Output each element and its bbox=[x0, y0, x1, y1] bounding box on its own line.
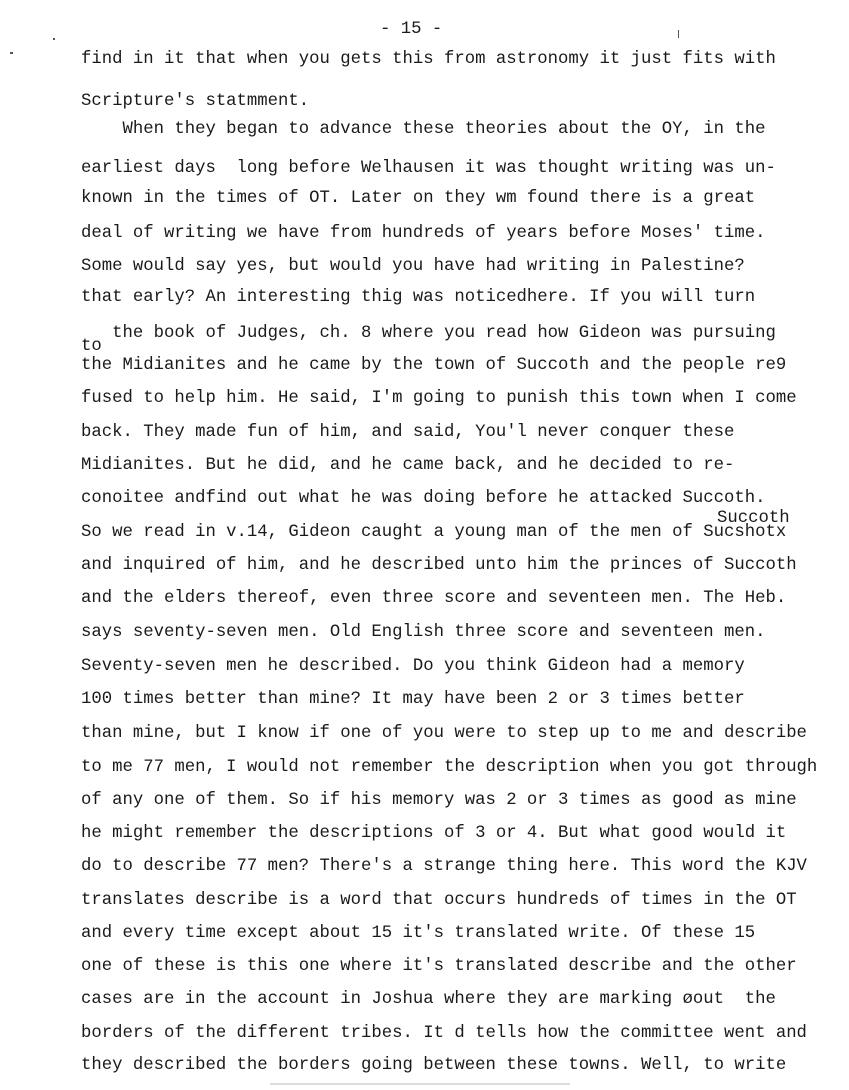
text-line: When they began to advance these theories about the OY, in the bbox=[81, 120, 766, 139]
text-line: do to describe 77 men? There's a strange thing here. This word the KJV bbox=[81, 857, 807, 876]
scan-smudge bbox=[270, 1083, 570, 1085]
text-line: one of these is this one where it's translated describe and the other bbox=[81, 957, 797, 976]
text-line: find in it that when you gets this from astronomy it just fits with bbox=[81, 50, 776, 69]
text-line: Seventy-seven men he described. Do you think Gideon had a memory bbox=[81, 657, 745, 676]
text-line: Some would say yes, but would you have had writing in Palestine? bbox=[81, 257, 745, 276]
handwritten-correction: Succoth bbox=[717, 509, 790, 528]
text-line: to me 77 men, I would not remember the description when you got through bbox=[81, 758, 818, 777]
text-line: So we read in v.14, Gideon caught a young man of the men of Sucshotx bbox=[81, 523, 787, 542]
page-number: - 15 - bbox=[380, 20, 443, 39]
text-line: than mine, but I know if one of you were to step up to me and describe bbox=[81, 724, 807, 743]
text-line: of any one of them. So if his memory was 2 or 3 times as good as mine bbox=[81, 791, 797, 810]
text-line: 100 times better than mine? It may have been 2 or 3 times better bbox=[81, 690, 745, 709]
text-line: deal of writing we have from hundreds of years before Moses' time. bbox=[81, 224, 766, 243]
text-line: and inquired of him, and he described unto him the princes of Succoth bbox=[81, 556, 797, 575]
text-line: known in the times of OT. Later on they wm found there is a great bbox=[81, 189, 756, 208]
text-line: he might remember the descriptions of 3 or 4. But what good would it bbox=[81, 824, 787, 843]
text-line: and the elders thereof, even three score and seventeen men. The Heb. bbox=[81, 589, 787, 608]
scan-speck bbox=[53, 38, 55, 40]
scan-speck bbox=[10, 52, 13, 54]
text-line: the Midianites and he came by the town of Succoth and the people re9 bbox=[81, 356, 787, 375]
text-line: back. They made fun of him, and said, You'l never conquer these bbox=[81, 423, 735, 442]
text-line-rest: the book of Judges, ch. 8 where you read how Gideon was pursuing bbox=[112, 324, 776, 343]
text-line: borders of the different tribes. It d tells how the committee went and bbox=[81, 1024, 807, 1043]
text-line: and every time except about 15 it's translated write. Of these 15 bbox=[81, 924, 756, 943]
text-line: earliest days long before Welhausen it was thought writing was un- bbox=[81, 159, 776, 178]
text-line: conoitee andfind out what he was doing before he attacked Succoth. bbox=[81, 489, 766, 508]
text-line: fused to help him. He said, I'm going to punish this town when I come bbox=[81, 389, 797, 408]
text-line: says seventy-seven men. Old English three score and seventeen men. bbox=[81, 623, 766, 642]
text-line: they described the borders going between these towns. Well, to write bbox=[81, 1056, 787, 1075]
text-line bbox=[81, 324, 776, 356]
scan-speck bbox=[678, 30, 679, 38]
text-line-prefix: to bbox=[81, 337, 102, 356]
text-line: cases are in the account in Joshua where they are marking øout the bbox=[81, 990, 776, 1009]
text-line: that early? An interesting thig was noticedhere. If you will turn bbox=[81, 288, 756, 307]
text-line: Midianites. But he did, and he came back, and he decided to re- bbox=[81, 456, 735, 475]
text-line: Scripture's statmment. bbox=[81, 92, 310, 111]
text-line: translates describe is a word that occurs hundreds of times in the OT bbox=[81, 891, 797, 910]
